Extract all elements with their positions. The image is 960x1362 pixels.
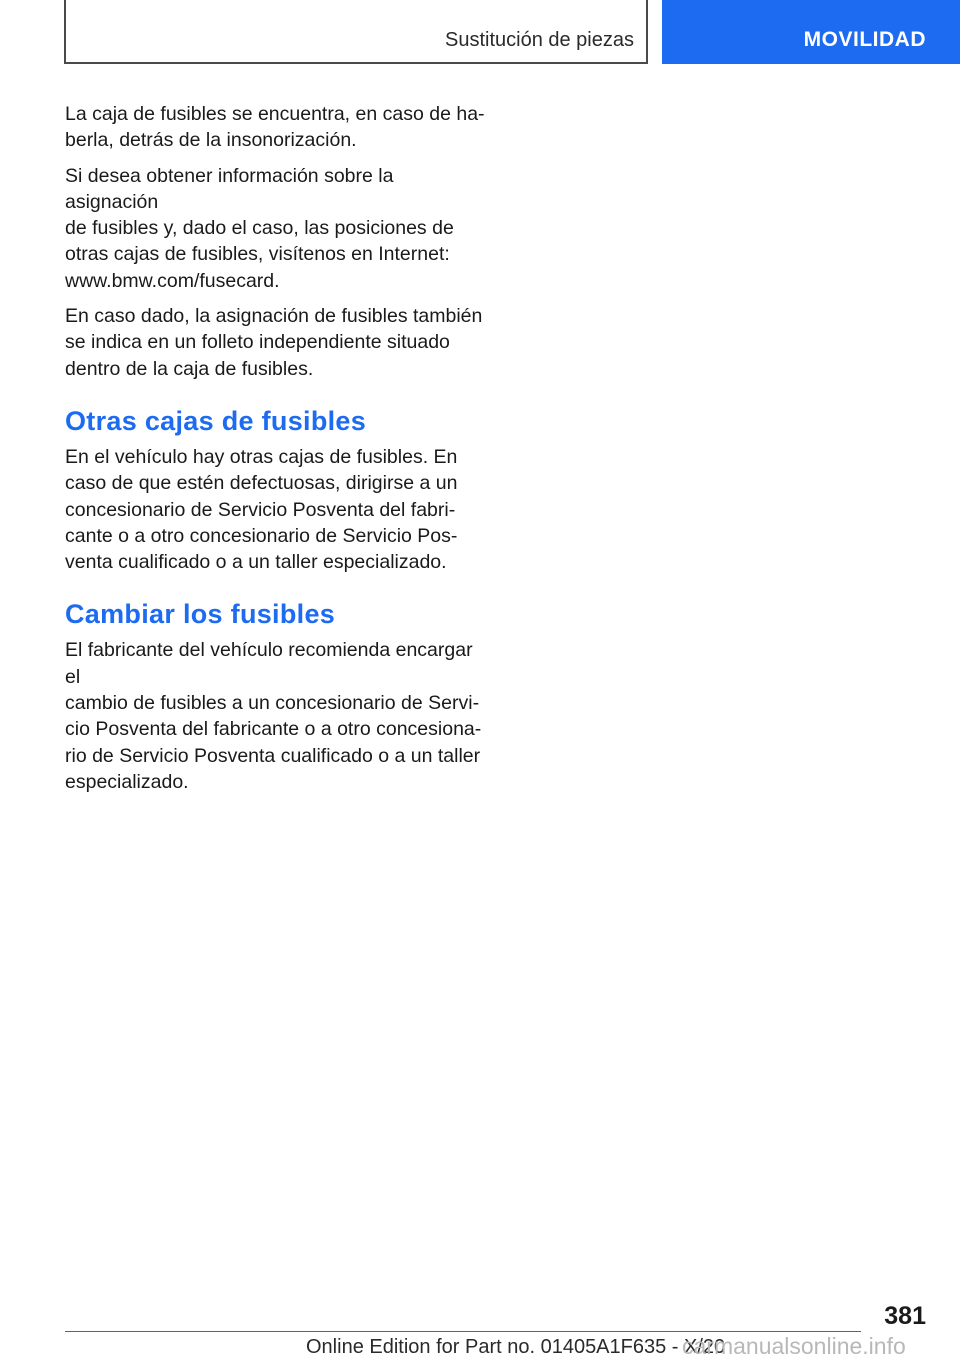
section-title: Sustitución de piezas bbox=[444, 29, 634, 51]
heading-otras-cajas: Otras cajas de fusibles bbox=[65, 405, 367, 436]
footer-divider bbox=[65, 1331, 861, 1332]
section-paragraph-cambiar-fusibles: El fabricante del vehículo recomienda encargar el cambio de fusibles a un concesionario de Servi- cio Posventa del fabricante o a otro concesiona- rio de Servicio Posventa cualificado o a un taller especializado. bbox=[65, 639, 482, 793]
intro-paragraph-3: En caso dado, la asignación de fusibles también se indica en un folleto independiente situado dentro de la caja de fusibles. bbox=[65, 305, 483, 380]
header-section-box bbox=[64, 0, 648, 64]
header-chapter-tab bbox=[662, 0, 960, 64]
heading-cambiar-fusibles: Cambiar los fusibles bbox=[65, 599, 336, 630]
footer-watermark: carmanualsonline.info bbox=[682, 1333, 906, 1359]
main-content bbox=[65, 101, 485, 804]
chapter-title: MOVILIDAD bbox=[803, 28, 926, 51]
page-number: 381 bbox=[884, 1302, 926, 1330]
intro-paragraph-1: La caja de fusibles se encuentra, en caso de ha- berla, detrás de la insonorización. bbox=[65, 103, 485, 152]
section-paragraph-otras-cajas: En el vehículo hay otras cajas de fusibles. En caso de que estén defectuosas, dirigirse a un concesionario de Servicio Posventa del fabri- cante o a otro concesionario de Servicio Pos- venta cualificado o a un taller especializado. bbox=[65, 445, 458, 574]
intro-paragraph-2: Si desea obtener información sobre la asignación de fusibles y, dado el caso, las posiciones de otras cajas de fusibles, visítenos en Internet: www.bmw.com/fusecard. bbox=[65, 164, 454, 292]
footer-edition-text: Online Edition for Part no. 01405A1F635 - X/20 bbox=[306, 1336, 726, 1358]
